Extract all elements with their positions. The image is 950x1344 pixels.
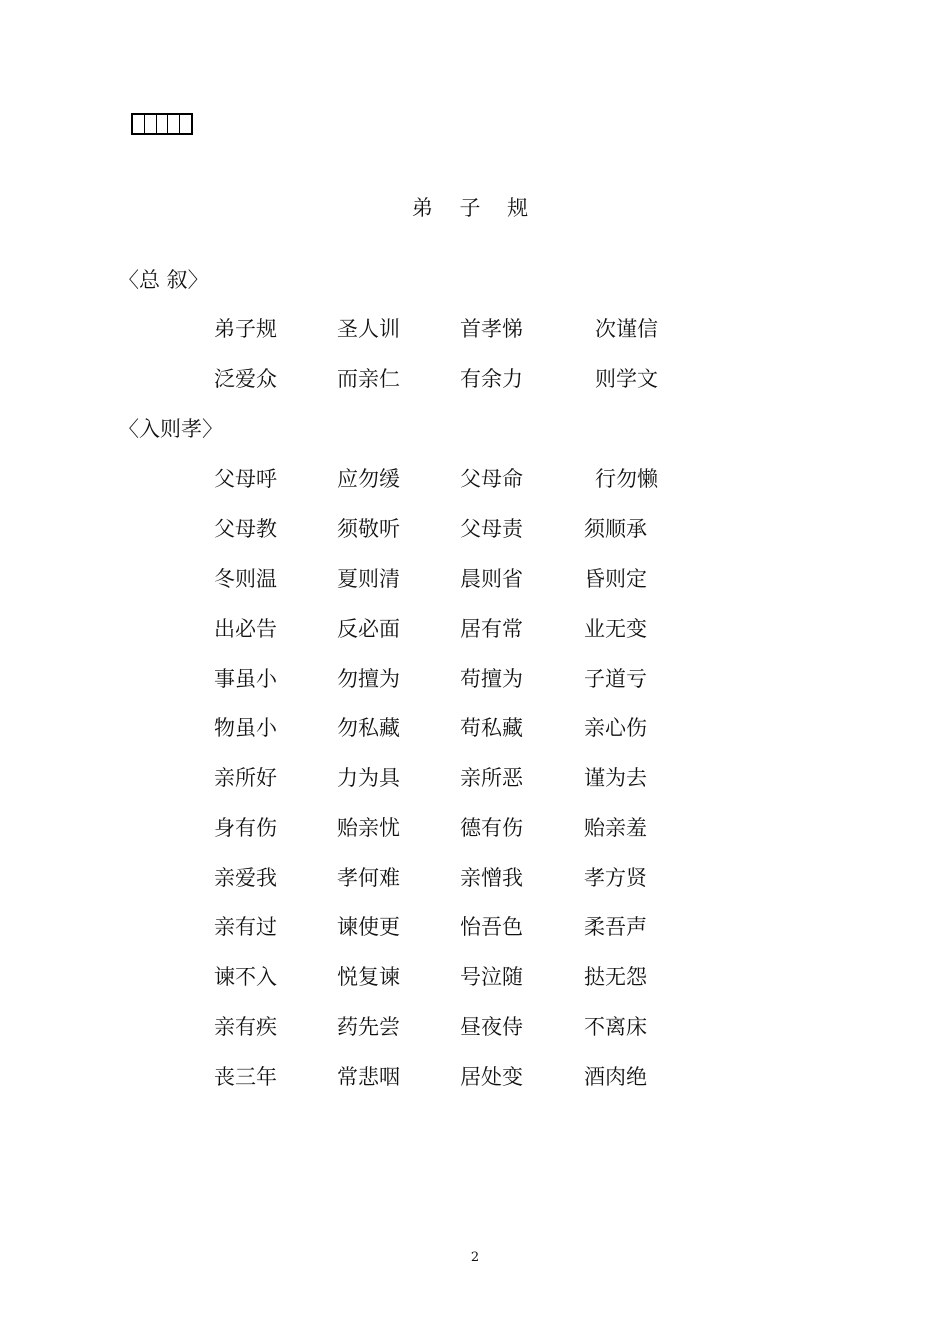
verse-phrase: 贻亲忧 xyxy=(337,816,400,840)
verse-phrase: 丧三年 xyxy=(214,1065,277,1089)
verse-phrase: 父母责 xyxy=(460,517,523,541)
verse-phrase: 次谨信 xyxy=(595,317,658,341)
verse-phrase: 谏不入 xyxy=(214,965,277,989)
verse-phrase: 弟子规 xyxy=(214,317,277,341)
verse-phrase: 泛爱众 xyxy=(214,367,277,391)
verse-phrase: 子道亏 xyxy=(584,667,647,691)
verse-phrase: 昼夜侍 xyxy=(460,1015,523,1039)
verse-phrase: 酒肉绝 xyxy=(584,1065,647,1089)
verse-phrase: 贻亲羞 xyxy=(584,816,647,840)
verse-phrase: 居处变 xyxy=(460,1065,523,1089)
verse-phrase: 而亲仁 xyxy=(337,367,400,391)
verse-phrase: 号泣随 xyxy=(460,965,523,989)
verse-phrase: 不离床 xyxy=(584,1015,647,1039)
verse-phrase: 亲有过 xyxy=(214,915,277,939)
verse-phrase: 亲所好 xyxy=(214,766,277,790)
verse-phrase: 首孝悌 xyxy=(460,317,523,341)
verse-phrase: 须敬听 xyxy=(337,517,400,541)
section-heading: 〈入则孝〉 xyxy=(118,417,223,441)
verse-phrase: 力为具 xyxy=(337,766,400,790)
verse-phrase: 须顺承 xyxy=(584,517,647,541)
verse-phrase: 柔吾声 xyxy=(584,915,647,939)
verse-phrase: 亲爱我 xyxy=(214,866,277,890)
verse-phrase: 出必告 xyxy=(214,617,277,641)
verse-phrase: 孝何难 xyxy=(337,866,400,890)
document-title: 弟 子 规 xyxy=(411,196,539,220)
verse-phrase: 反必面 xyxy=(337,617,400,641)
verse-phrase: 苟私藏 xyxy=(460,716,523,740)
verse-phrase: 挞无怨 xyxy=(584,965,647,989)
verse-phrase: 应勿缓 xyxy=(337,467,400,491)
verse-phrase: 孝方贤 xyxy=(584,866,647,890)
verse-phrase: 事虽小 xyxy=(214,667,277,691)
verse-phrase: 业无变 xyxy=(584,617,647,641)
verse-phrase: 有余力 xyxy=(460,367,523,391)
verse-phrase: 谏使更 xyxy=(337,915,400,939)
section-heading: 〈总 叙〉 xyxy=(118,268,209,292)
verse-phrase: 圣人训 xyxy=(337,317,400,341)
verse-phrase: 怡吾色 xyxy=(460,915,523,939)
verse-phrase: 行勿懒 xyxy=(595,467,658,491)
verse-phrase: 居有常 xyxy=(460,617,523,641)
verse-phrase: 冬则温 xyxy=(214,567,277,591)
verse-phrase: 亲所恶 xyxy=(460,766,523,790)
verse-phrase: 勿擅为 xyxy=(337,667,400,691)
verse-phrase: 勿私藏 xyxy=(337,716,400,740)
verse-phrase: 物虽小 xyxy=(214,716,277,740)
verse-phrase: 德有伤 xyxy=(460,816,523,840)
verse-phrase: 亲有疾 xyxy=(214,1015,277,1039)
verse-phrase: 药先尝 xyxy=(337,1015,400,1039)
verse-phrase: 父母呼 xyxy=(214,467,277,491)
verse-phrase: 亲心伤 xyxy=(584,716,647,740)
verse-phrase: 昏则定 xyxy=(584,567,647,591)
verse-phrase: 夏则清 xyxy=(337,567,400,591)
verse-phrase: 父母教 xyxy=(214,517,277,541)
verse-phrase: 亲憎我 xyxy=(460,866,523,890)
verse-phrase: 苟擅为 xyxy=(460,667,523,691)
verse-phrase: 悦复谏 xyxy=(337,965,400,989)
page-number: 2 xyxy=(470,1250,480,1265)
verse-phrase: 谨为去 xyxy=(584,766,647,790)
verse-phrase: 则学文 xyxy=(595,367,658,391)
missing-glyph-placeholder xyxy=(131,113,193,135)
verse-phrase: 身有伤 xyxy=(214,816,277,840)
verse-phrase: 父母命 xyxy=(460,467,523,491)
verse-phrase: 常悲咽 xyxy=(337,1065,400,1089)
verse-phrase: 晨则省 xyxy=(460,567,523,591)
